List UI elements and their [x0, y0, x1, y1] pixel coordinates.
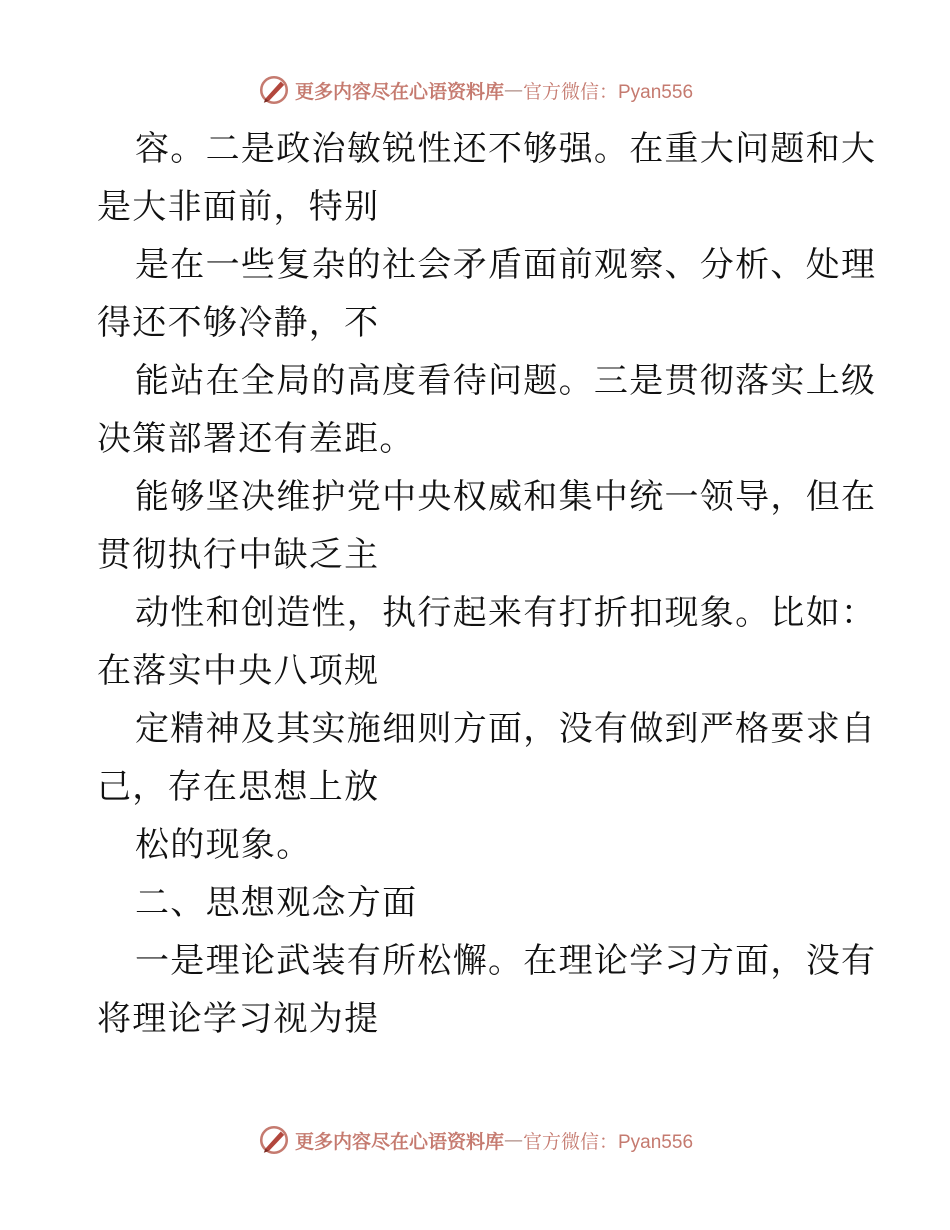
header-watermark [0, 70, 950, 110]
text-line: 容。二是政治敏锐性还不够强。在重大问题和大 [135, 129, 877, 169]
watermark-contact: 官方微信：Pyan556 [523, 1131, 694, 1153]
document-body [97, 120, 877, 1048]
watermark-brand: 更多内容尽在心语资料库 [294, 80, 504, 103]
text-line: 松的现象。 [135, 825, 312, 865]
text-line: 能够坚决维护党中央权威和集中统一领导，但在 [135, 477, 877, 517]
text-line: 得还不够冷静，不 [97, 303, 380, 343]
text-line: 己，存在思想上放 [97, 767, 380, 807]
text-line: 定精神及其实施细则方面，没有做到严格要求自 [135, 709, 877, 749]
text-line: 能站在全局的高度看待问题。三是贯彻落实上级 [135, 361, 877, 401]
watermark-separator: — [504, 79, 523, 101]
watermark-brand: 更多内容尽在心语资料库 [294, 1130, 504, 1153]
text-line: 决策部署还有差距。 [97, 419, 415, 459]
footer-watermark [0, 1120, 950, 1160]
text-line: 动性和创造性，执行起来有打折扣现象。比如： [135, 593, 877, 633]
text-line: 是大非面前，特别 [97, 187, 380, 227]
text-line: 将理论学习视为提 [97, 999, 380, 1039]
text-line: 贯彻执行中缺乏主 [97, 535, 380, 575]
watermark-separator: — [504, 1129, 523, 1151]
text-line: 一是理论武装有所松懈。在理论学习方面，没有 [135, 941, 877, 981]
pen-circle-logo-icon [257, 73, 291, 107]
section-heading: 二、思想观念方面 [135, 883, 418, 923]
text-line: 是在一些复杂的社会矛盾面前观察、分析、处理 [135, 245, 877, 285]
text-line: 在落实中央八项规 [97, 651, 380, 691]
pen-circle-logo-icon [257, 1123, 291, 1157]
watermark-contact: 官方微信：Pyan556 [523, 81, 694, 103]
